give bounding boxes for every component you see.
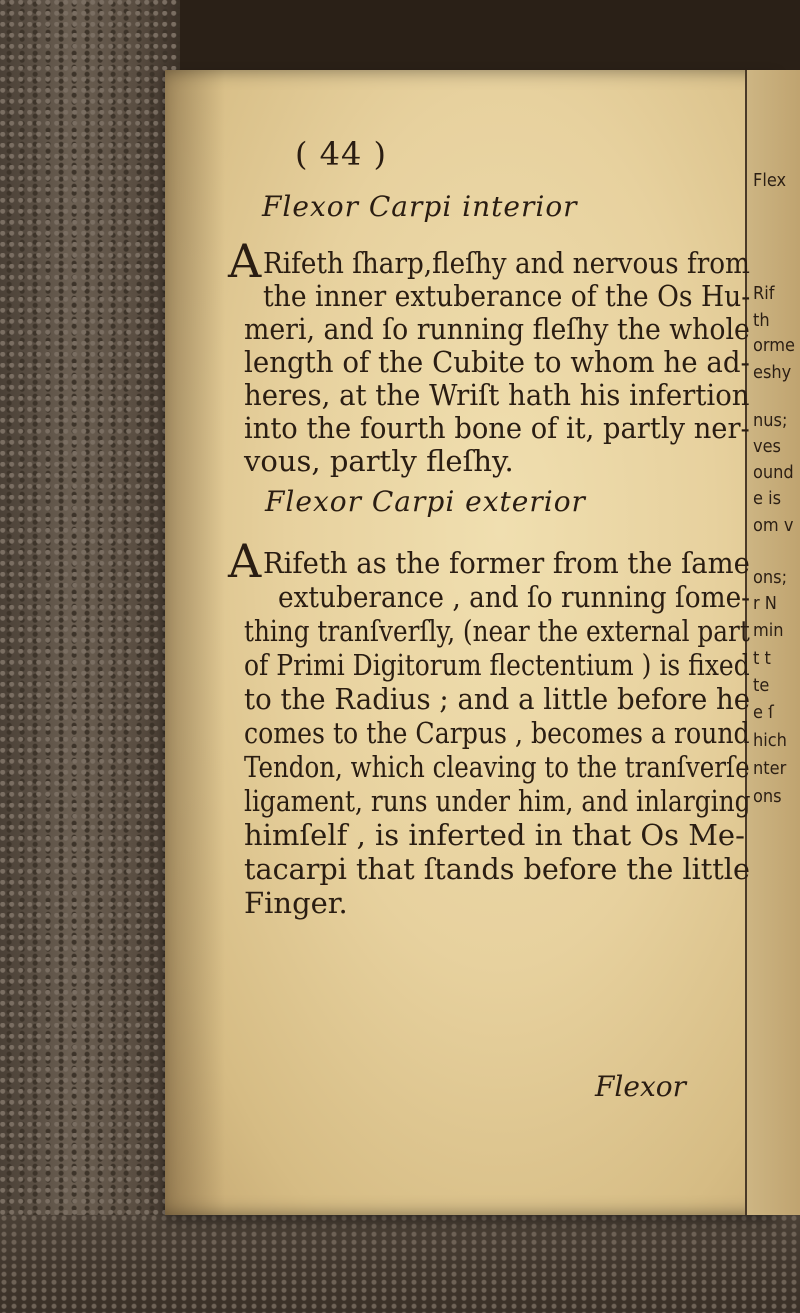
body-line: himſelf , is inferted in that Os Me- [244,818,745,852]
facing-page-edge [745,70,800,1215]
body-line: Rifeth ſharp,fleſhy and nervous from [263,246,750,280]
facing-fragment: e ſ [753,702,774,723]
facing-fragment: ons; [753,567,788,588]
catchword: Flexor [595,1070,686,1103]
facing-fragment: ons [753,786,782,807]
facing-fragment: Rif [753,283,775,304]
facing-fragment: nus; [753,410,788,431]
facing-fragment: ound [753,462,794,483]
page-number: ( 44 ) [295,135,388,173]
facing-fragment: orme [753,335,795,356]
body-line: ligament, runs under him, and inlarging [244,784,751,818]
facing-fragment: nter [753,758,787,779]
facing-fragment: eshy [753,362,792,383]
book-cover-left [0,0,180,1313]
facing-fragment: min [753,620,784,641]
facing-fragment: r N [753,593,777,614]
section-heading: Flexor Carpi exterior [265,485,586,518]
facing-fragment: om v [753,515,794,536]
facing-fragment: te [753,675,770,696]
section-heading: Flexor Carpi interior [262,190,578,223]
body-line: the inner extuberance of the Os Hu- [263,279,751,313]
drop-cap: A [228,534,262,588]
facing-fragment: Flex [753,170,787,191]
body-line: of Primi Digitorum flectentium ) is fixed [244,648,750,682]
body-line: meri, and ſo running fleſhy the whole [244,312,750,346]
body-line: Rifeth as the former from the ſame [263,546,750,580]
facing-fragment: hich [753,730,787,751]
body-line: tacarpi that ſtands before the little [244,852,750,886]
body-line: Tendon, which cleaving to the tranſverſe [244,750,750,784]
facing-fragment: e is [753,488,782,509]
body-line: to the Radius ; and a little before he [244,682,751,716]
body-line: vous, partly fleſhy. [244,444,514,478]
body-line: length of the Cubite to whom he ad- [244,345,750,379]
facing-fragment: ves [753,436,781,457]
facing-fragment: th [753,310,770,331]
book-cover-bottom [0,1215,800,1313]
body-line: into the fourth bone of it, partly ner- [244,411,750,445]
drop-cap: A [228,234,262,288]
body-line: thing tranſverſly, (near the external part [244,614,750,648]
body-line: extuberance , and ſo running ſome- [278,580,751,614]
body-line: Finger. [244,886,348,920]
facing-fragment: t t [753,648,771,669]
body-line: comes to the Carpus , becomes a round [244,716,750,750]
body-line: heres, at the Wriſt hath his infertion [244,378,750,412]
